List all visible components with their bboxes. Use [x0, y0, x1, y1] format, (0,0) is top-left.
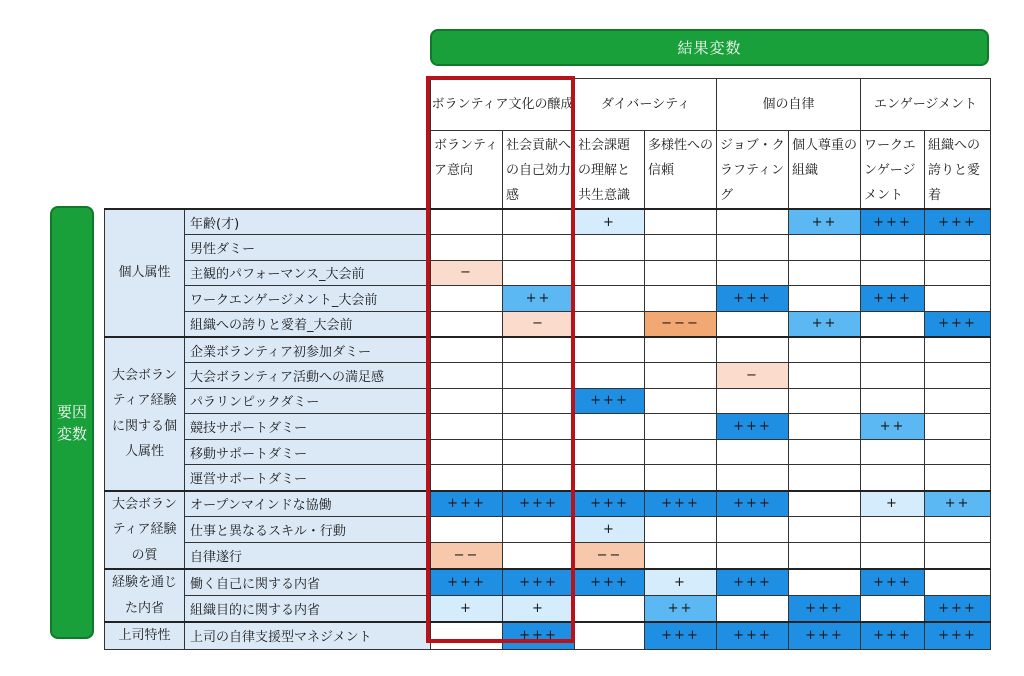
effect-cell	[575, 465, 645, 491]
effect-cell: +++	[861, 622, 925, 649]
effect-cell	[645, 209, 717, 235]
header-row-groups	[105, 79, 991, 131]
factor-variable-label: オープンマインドな協働	[185, 491, 431, 517]
effect-cell	[431, 363, 503, 389]
effect-cell: −	[431, 260, 503, 286]
effect-cell	[717, 337, 789, 363]
effect-cell: +	[575, 209, 645, 235]
effect-cell: +	[431, 596, 503, 623]
effect-cell	[861, 465, 925, 491]
factor-group-label: 大会ボランティア経験の質	[105, 491, 185, 570]
effect-cell	[717, 388, 789, 414]
table-row	[105, 622, 991, 649]
table-row	[105, 596, 991, 623]
effect-cell	[717, 235, 789, 261]
factor-variable-label: 運営サポートダミー	[185, 465, 431, 491]
table-row	[105, 414, 991, 440]
effect-cell	[431, 209, 503, 235]
factor-variable-label: ワークエンゲージメント_大会前	[185, 286, 431, 312]
table-row	[105, 491, 991, 517]
effect-cell	[645, 543, 717, 569]
factor-variables-label-line2: 変数	[56, 424, 87, 443]
effect-cell	[717, 596, 789, 623]
effect-cell	[503, 465, 575, 491]
effect-cell: +++	[789, 596, 861, 623]
effect-cell	[789, 491, 861, 517]
effect-cell	[861, 235, 925, 261]
table-row	[105, 543, 991, 569]
factor-variables-banner	[50, 206, 94, 639]
factor-variable-label: 大会ボランティア活動への満足感	[185, 363, 431, 389]
effect-cell: +++	[645, 622, 717, 649]
effect-cell: +++	[717, 569, 789, 596]
factor-variable-label: 男性ダミー	[185, 235, 431, 261]
effect-cell	[861, 596, 925, 623]
outcome-column-header: 多様性への信頼	[645, 131, 717, 210]
effect-cell	[503, 337, 575, 363]
header-corner	[105, 131, 431, 210]
effect-cell	[789, 337, 861, 363]
outcome-column-header: ジョブ・クラフティング	[717, 131, 789, 210]
effect-cell	[503, 260, 575, 286]
outcome-group-header: エンゲージメント	[861, 79, 991, 131]
effect-cell	[503, 388, 575, 414]
effect-cell: +++	[789, 622, 861, 649]
header-row-columns	[105, 131, 991, 210]
table-row	[105, 439, 991, 465]
effect-cell	[717, 517, 789, 543]
effect-cell	[789, 465, 861, 491]
effect-cell	[789, 439, 861, 465]
effect-cell	[575, 363, 645, 389]
effect-cell: −−	[575, 543, 645, 569]
factor-group-label: 個人属性	[105, 209, 185, 337]
effect-cell	[645, 260, 717, 286]
effect-cell: ++	[925, 491, 991, 517]
effect-cell	[503, 414, 575, 440]
effect-cell: ++	[789, 311, 861, 337]
effect-cell	[645, 337, 717, 363]
effect-cell	[861, 517, 925, 543]
factor-variable-label: 組織への誇りと愛着_大会前	[185, 311, 431, 337]
effect-cell: ++	[789, 209, 861, 235]
effect-cell	[925, 439, 991, 465]
effect-cell	[645, 363, 717, 389]
effect-cell: ++	[503, 286, 575, 312]
effect-cell	[925, 569, 991, 596]
effect-cell	[717, 311, 789, 337]
outcome-group-header: 個の自律	[717, 79, 861, 131]
effect-cell: +	[503, 596, 575, 623]
effect-cell	[789, 260, 861, 286]
effect-cell	[925, 286, 991, 312]
outcome-group-header: ボランティア文化の醸成	[431, 79, 575, 131]
effect-cell	[431, 388, 503, 414]
factor-variable-label: 組織目的に関する内省	[185, 596, 431, 623]
effect-cell: +++	[431, 491, 503, 517]
effect-cell: +++	[575, 491, 645, 517]
effect-cell	[503, 209, 575, 235]
effect-cell	[575, 337, 645, 363]
effect-cell	[925, 414, 991, 440]
effect-cell	[431, 622, 503, 649]
effect-cell	[861, 388, 925, 414]
effect-cell	[503, 235, 575, 261]
effect-cell: −−−	[645, 311, 717, 337]
effect-cell: +++	[431, 569, 503, 596]
effect-cell	[789, 414, 861, 440]
factor-variable-label: 主観的パフォーマンス_大会前	[185, 260, 431, 286]
effect-cell: ++	[861, 414, 925, 440]
effect-cell: +++	[861, 209, 925, 235]
effect-cell: +++	[645, 491, 717, 517]
effect-cell: +++	[717, 414, 789, 440]
effect-cell	[789, 517, 861, 543]
effect-cell	[503, 439, 575, 465]
effect-cell	[645, 414, 717, 440]
effect-cell: −	[503, 311, 575, 337]
factor-variable-label: 年齢(才)	[185, 209, 431, 235]
effect-cell: +	[861, 491, 925, 517]
effect-cell	[789, 286, 861, 312]
effect-cell	[575, 414, 645, 440]
effect-cell	[645, 439, 717, 465]
effect-cell: +	[575, 517, 645, 543]
factor-variable-label: 自律遂行	[185, 543, 431, 569]
factor-variables-label-line1: 要因	[56, 402, 87, 421]
effect-cell	[575, 311, 645, 337]
outcome-group-header: ダイバーシティ	[575, 79, 717, 131]
effect-cell	[575, 622, 645, 649]
effect-cell: +++	[503, 569, 575, 596]
effect-cell	[431, 465, 503, 491]
effect-cell	[861, 439, 925, 465]
effect-cell: ++	[645, 596, 717, 623]
effect-cell: +++	[575, 569, 645, 596]
effect-cell: +++	[925, 596, 991, 623]
effect-cell: −−	[431, 543, 503, 569]
effect-cell	[925, 465, 991, 491]
effect-cell	[431, 439, 503, 465]
effect-cell	[861, 311, 925, 337]
effect-cell: +++	[503, 622, 575, 649]
effect-cell	[645, 465, 717, 491]
effect-cell	[925, 235, 991, 261]
factor-group-label: 経験を通じた内省	[105, 569, 185, 622]
effect-cell	[575, 235, 645, 261]
outcome-variables-banner	[430, 29, 989, 66]
effect-cell: +++	[925, 209, 991, 235]
effect-cell	[431, 311, 503, 337]
outcome-column-header: 組織への誇りと愛着	[925, 131, 991, 210]
effect-cell	[575, 596, 645, 623]
effect-cell	[431, 517, 503, 543]
effect-cell	[431, 235, 503, 261]
effect-cell	[717, 209, 789, 235]
outcome-variables-label: 結果変数	[677, 39, 742, 57]
factor-variable-label: 企業ボランティア初参加ダミー	[185, 337, 431, 363]
effect-cell	[575, 260, 645, 286]
effect-cell	[645, 235, 717, 261]
header-corner	[105, 79, 431, 131]
outcome-column-header: 個人尊重の組織	[789, 131, 861, 210]
effect-cell: +++	[717, 622, 789, 649]
effect-cell	[925, 517, 991, 543]
table-row	[105, 569, 991, 596]
factor-variable-label: 働く自己に関する内省	[185, 569, 431, 596]
effect-cell: +++	[717, 491, 789, 517]
factor-variable-label: 上司の自律支援型マネジメント	[185, 622, 431, 649]
effect-cell	[645, 286, 717, 312]
effect-cell	[925, 260, 991, 286]
results-table	[104, 78, 991, 650]
effect-cell	[503, 363, 575, 389]
effect-cell: +++	[861, 286, 925, 312]
effect-cell	[575, 439, 645, 465]
table-row	[105, 209, 991, 235]
effect-cell	[925, 543, 991, 569]
effect-cell	[925, 337, 991, 363]
effect-cell: +++	[717, 286, 789, 312]
effect-cell: +++	[925, 622, 991, 649]
table-row	[105, 388, 991, 414]
table-row	[105, 286, 991, 312]
effect-cell	[861, 260, 925, 286]
effect-cell	[789, 569, 861, 596]
effect-cell	[645, 517, 717, 543]
effect-cell: −	[717, 363, 789, 389]
effect-cell	[789, 543, 861, 569]
table-row	[105, 260, 991, 286]
factor-group-label: 大会ボランティア経験に関する個人属性	[105, 337, 185, 491]
effect-cell	[861, 363, 925, 389]
outcome-column-header: 社会貢献への自己効力感	[503, 131, 575, 210]
factor-group-label: 上司特性	[105, 622, 185, 649]
effect-cell	[717, 439, 789, 465]
effect-cell: +	[645, 569, 717, 596]
table-row	[105, 311, 991, 337]
effect-cell	[789, 388, 861, 414]
effect-cell	[861, 543, 925, 569]
outcome-column-header: ボランティア意向	[431, 131, 503, 210]
effect-cell: +++	[575, 388, 645, 414]
effect-cell: +++	[925, 311, 991, 337]
effect-cell	[717, 543, 789, 569]
effect-cell	[717, 465, 789, 491]
effect-cell	[431, 286, 503, 312]
effect-cell	[431, 414, 503, 440]
effect-cell	[575, 286, 645, 312]
effect-cell	[789, 363, 861, 389]
effect-cell: +++	[861, 569, 925, 596]
table-row	[105, 465, 991, 491]
table-row	[105, 517, 991, 543]
factor-variable-label: 仕事と異なるスキル・行動	[185, 517, 431, 543]
outcome-column-header: 社会課題の理解と共生意識	[575, 131, 645, 210]
effect-cell	[925, 388, 991, 414]
effect-cell	[925, 363, 991, 389]
effect-cell	[861, 337, 925, 363]
factor-variable-label: パラリンピックダミー	[185, 388, 431, 414]
effect-cell	[431, 337, 503, 363]
outcome-column-header: ワークエンゲージメント	[861, 131, 925, 210]
table-row	[105, 337, 991, 363]
factor-variable-label: 移動サポートダミー	[185, 439, 431, 465]
table-row	[105, 363, 991, 389]
effect-cell	[645, 388, 717, 414]
effect-cell	[503, 517, 575, 543]
effect-cell: +++	[503, 491, 575, 517]
effect-cell	[789, 235, 861, 261]
effect-cell	[717, 260, 789, 286]
table-row	[105, 235, 991, 261]
effect-cell	[503, 543, 575, 569]
factor-variable-label: 競技サポートダミー	[185, 414, 431, 440]
